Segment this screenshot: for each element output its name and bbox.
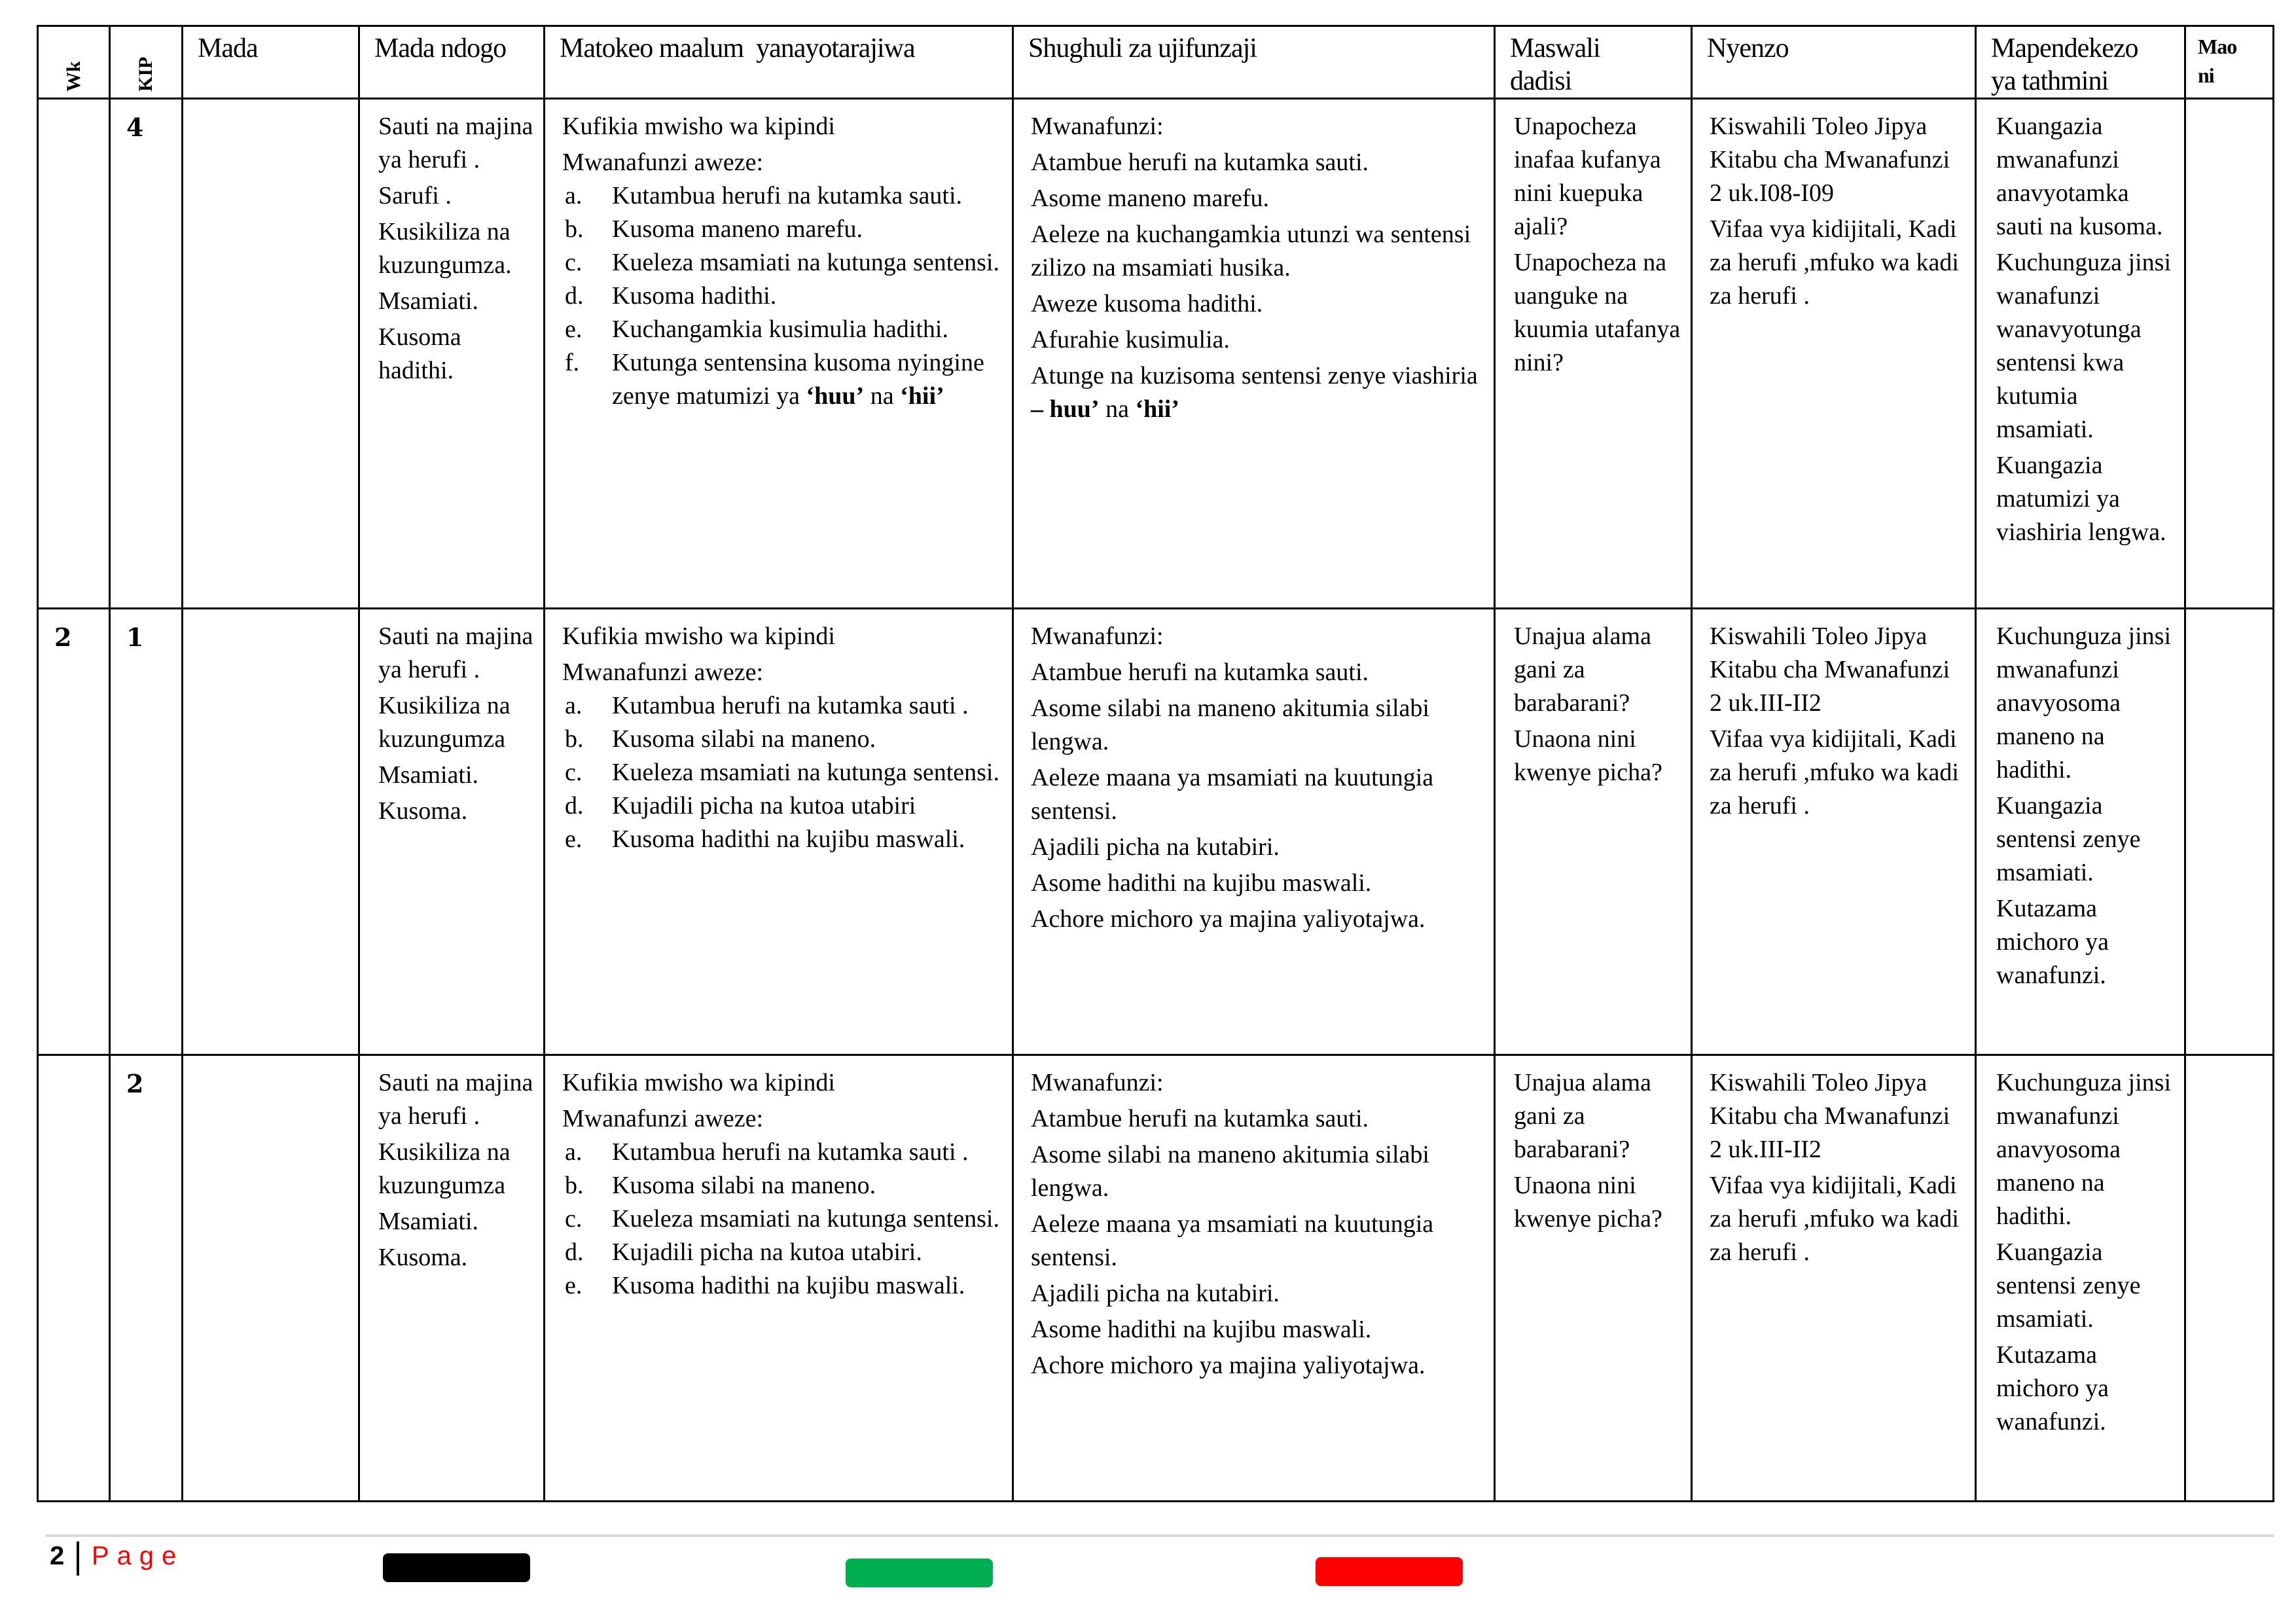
activity-line: Achore michoro ya majina yaliyotajwa. [1031, 905, 1426, 933]
activity-line: Asome hadithi na kujibu maswali. [1031, 869, 1372, 897]
topic [183, 1056, 358, 1064]
inquiry-question: Unaona nini kwenye picha? [1514, 1172, 1662, 1233]
outcome-text: Kusoma hadithi na kujibu maswali. [612, 825, 965, 853]
cell-nyenzo [1692, 609, 1976, 1055]
cell-wk [38, 1055, 110, 1502]
list-marker: b. [565, 215, 584, 243]
activity-line: Aeleze na kuchangamkia utunzi wa sentensi zilizo na msamiati husika. [1031, 221, 1471, 281]
cell-kip [110, 609, 183, 1055]
outcome-keyword: ‘huu’ [806, 382, 865, 410]
activity-line: Asome silabi na maneno akitumia silabi lengwa. [1031, 695, 1429, 755]
cell-maswali [1495, 99, 1692, 609]
list-marker: a. [565, 1138, 583, 1166]
activity-line: Atambue herufi na kutamka sauti. [1031, 149, 1369, 176]
outcome-item [562, 756, 1005, 789]
outcome-list [562, 179, 1005, 413]
outcome-text: Kujadili picha na kutoa utabiri [612, 792, 916, 820]
outcome-item [562, 313, 1005, 346]
outcome-intro: Mwanafunzi aweze: [562, 1105, 764, 1132]
assessment-line: Kuangazia matumizi ya viashiria lengwa. [1996, 452, 2166, 546]
cell-mada [183, 1055, 359, 1502]
subtopic-line: Sarufi . [378, 182, 452, 209]
flag-stripe-green [846, 1559, 993, 1587]
activity-line: Atambue herufi na kutamka sauti. [1031, 659, 1369, 686]
header-shughuli: Shughuli za ujifunzaji [1013, 26, 1495, 99]
cell-nyenzo [1692, 1055, 1976, 1502]
list-marker: c. [565, 1205, 583, 1233]
activity-line [1031, 359, 1487, 426]
outcome-text: Kutambua herufi na kutamka sauti. [612, 182, 963, 209]
activity-line: Achore michoro ya majina yaliyotajwa. [1031, 1352, 1426, 1379]
cell-maswali [1495, 1055, 1692, 1502]
subtopic-line: Msamiati. [378, 1208, 479, 1235]
outcome-item [562, 246, 1005, 280]
cell-mapendekezo [1976, 99, 2185, 609]
outcome-intro: Kufikia mwisho wa kipindi [562, 623, 835, 650]
inquiry-question: Unaona nini kwenye picha? [1514, 725, 1662, 786]
list-marker: c. [565, 759, 583, 786]
activity-line: Mwanafunzi: [1031, 623, 1164, 650]
week-number [39, 1056, 109, 1069]
outcome-item [562, 1236, 1005, 1269]
header-mada: Mada [183, 26, 359, 99]
inquiry-question: Unapocheza inafaa kufanya nini kuepuka ajali? [1514, 113, 1661, 240]
activity-line: Asome hadithi na kujibu maswali. [1031, 1316, 1372, 1343]
cell-shughuli [1013, 99, 1495, 609]
inquiry-question: Unapocheza na uanguke na kuumia utafanya nini? [1514, 249, 1681, 376]
cell-mapendekezo [1976, 609, 2185, 1055]
outcome-item [562, 179, 1005, 213]
cell-matokeo [545, 99, 1013, 609]
page-label: Page [92, 1542, 185, 1570]
outcome-intro: Kufikia mwisho wa kipindi [562, 1069, 835, 1096]
outcome-text: na [864, 382, 901, 410]
page-number: 2 [50, 1542, 65, 1570]
outcome-intro: Kufikia mwisho wa kipindi [562, 113, 835, 140]
outcome-text: Kutambua herufi na kutamka sauti . [612, 692, 969, 719]
table-row [38, 609, 2274, 1055]
outcome-text: Kuchangamkia kusimulia hadithi. [612, 316, 948, 343]
activity-line: Mwanafunzi: [1031, 1069, 1164, 1096]
header-maswali: Maswali dadisi [1495, 26, 1692, 99]
outcome-item [562, 689, 1005, 723]
outcome-item [562, 823, 1005, 856]
outcome-intro: Mwanafunzi aweze: [562, 659, 764, 686]
list-marker: e. [565, 1272, 583, 1299]
cell-nyenzo [1692, 99, 1976, 609]
subtopic-line: Kusoma. [378, 797, 468, 825]
list-marker: c. [565, 249, 583, 276]
topic [183, 609, 358, 617]
outcome-item [562, 1202, 1005, 1236]
header-mapendekezo: Mapendekezo ya tathmini [1976, 26, 2185, 99]
subtopic-line: Sauti na majina ya herufi . [378, 1069, 533, 1130]
outcome-list [562, 1136, 1005, 1303]
remarks [2186, 1056, 2272, 1064]
outcome-text: Kueleza msamiati na kutunga sentensi. [612, 1205, 999, 1233]
outcome-keyword: ‘hii’ [900, 382, 944, 410]
outcome-item [562, 1136, 1005, 1169]
activity-line: Mwanafunzi: [1031, 113, 1164, 140]
page-separator [77, 1542, 79, 1576]
list-marker: a. [565, 182, 583, 209]
outcome-list [562, 689, 1005, 856]
outcome-text: Kueleza msamiati na kutunga sentensi. [612, 249, 999, 276]
subtopic-line: Kusoma. [378, 1244, 468, 1271]
assessment-line: Kutazama michoro ya wanafunzi. [1996, 895, 2109, 989]
week-number [39, 99, 109, 113]
resource-line: Kiswahili Toleo Jipya Kitabu cha Mwanafunzi 2 uk.III-II2 [1710, 623, 1950, 717]
remarks [2186, 99, 2272, 107]
scheme-of-work-table [37, 25, 2274, 1502]
assessment-line: Kuangazia sentensi zenye msamiati. [1996, 1238, 2141, 1333]
table-row [38, 1055, 2274, 1502]
outcome-item [562, 280, 1005, 313]
outcome-text: Kusoma silabi na maneno. [612, 1172, 876, 1199]
topic [183, 99, 358, 107]
cell-mada-ndogo [359, 99, 545, 609]
cell-shughuli [1013, 1055, 1495, 1502]
cell-maswali [1495, 609, 1692, 1055]
subtopic-line: Msamiati. [378, 287, 479, 315]
cell-mada-ndogo [359, 1055, 545, 1502]
activity-text: na [1099, 395, 1136, 423]
assessment-line: Kuchunguza jinsi mwanafunzi anavyosoma maneno na hadithi. [1996, 623, 2172, 784]
activity-text: Atunge na kuzisoma sentensi zenye viashiria [1031, 362, 1478, 389]
list-marker: e. [565, 316, 583, 343]
activity-keyword: – huu’ [1031, 395, 1100, 423]
subtopic-line: Msamiati. [378, 761, 479, 789]
list-marker: d. [565, 1238, 584, 1266]
outcome-item [562, 723, 1005, 756]
list-marker: b. [565, 725, 584, 753]
flag-stripe-black [383, 1553, 530, 1582]
resource-line: Vifaa vya kidijitali, Kadi za herufi ,mfuko wa kadi za herufi . [1710, 215, 1959, 310]
resource-line: Kiswahili Toleo Jipya Kitabu cha Mwanafunzi 2 uk.I08-I09 [1710, 113, 1950, 207]
cell-kip [110, 99, 183, 609]
activity-line: Aeleze maana ya msamiati na kuutungia sentensi. [1031, 764, 1434, 825]
header-kip: KIP [110, 26, 183, 99]
header-matokeo: Matokeo maalum yanayotarajiwa [545, 26, 1013, 99]
outcome-item [562, 1169, 1005, 1202]
header-nyenzo: Nyenzo [1692, 26, 1976, 99]
cell-maoni [2185, 1055, 2274, 1502]
subtopic-line: Kusoma hadithi. [378, 323, 461, 384]
assessment-line: Kuangazia sentensi zenye msamiati. [1996, 792, 2141, 886]
outcome-intro: Mwanafunzi aweze: [562, 149, 764, 176]
activity-line: Aweze kusoma hadithi. [1031, 290, 1263, 317]
outcome-item [562, 213, 1005, 246]
cell-kip [110, 1055, 183, 1502]
cell-wk [38, 99, 110, 609]
cell-wk [38, 609, 110, 1055]
outcome-item [562, 346, 1005, 413]
list-marker: d. [565, 792, 584, 820]
outcome-text: Kusoma silabi na maneno. [612, 725, 876, 753]
cell-mada [183, 99, 359, 609]
outcome-text: Kusoma hadithi. [612, 282, 777, 310]
week-number: 2 [54, 623, 72, 652]
cell-maoni [2185, 99, 2274, 609]
lesson-number: 4 [126, 113, 144, 142]
activity-line: Afurahie kusimulia. [1031, 326, 1230, 353]
assessment-line: Kuchunguza jinsi mwanafunzi anavyosoma maneno na hadithi. [1996, 1069, 2172, 1230]
cell-maoni [2185, 609, 2274, 1055]
table-header-row [38, 26, 2274, 99]
list-marker: e. [565, 825, 583, 853]
outcome-item [562, 789, 1005, 823]
inquiry-question: Unajua alama gani za barabarani? [1514, 623, 1651, 717]
resource-line: Kiswahili Toleo Jipya Kitabu cha Mwanafunzi 2 uk.III-II2 [1710, 1069, 1950, 1163]
header-maoni: Mao ni [2185, 26, 2274, 99]
outcome-text: Kusoma hadithi na kujibu maswali. [612, 1272, 965, 1299]
remarks [2186, 609, 2272, 617]
inquiry-question: Unajua alama gani za barabarani? [1514, 1069, 1651, 1163]
cell-mada-ndogo [359, 609, 545, 1055]
activity-keyword: ‘hii’ [1135, 395, 1179, 423]
outcome-text: Kutambua herufi na kutamka sauti . [612, 1138, 969, 1166]
footer-divider [46, 1534, 2274, 1537]
list-marker: b. [565, 1172, 584, 1199]
list-marker: f. [565, 349, 580, 376]
resource-line: Vifaa vya kidijitali, Kadi za herufi ,mfuko wa kadi za herufi . [1710, 725, 1959, 820]
outcome-text: Kutunga sentensina kusoma nyingine zenye matumizi ya [612, 349, 984, 410]
assessment-line: Kutazama michoro ya wanafunzi. [1996, 1341, 2109, 1435]
flag-stripe-red [1316, 1557, 1463, 1586]
outcome-text: Kusoma maneno marefu. [612, 215, 863, 243]
lesson-number: 2 [126, 1069, 144, 1098]
outcome-item [562, 1269, 1005, 1303]
cell-mada [183, 609, 359, 1055]
assessment-line: Kuangazia mwanafunzi anavyotamka sauti na kusoma. [1996, 113, 2163, 240]
subtopic-line: Kusikiliza na kuzungumza. [378, 218, 512, 279]
assessment-line: Kuchunguza jinsi wanafunzi wanavyotunga sentensi kwa kutumia msamiati. [1996, 249, 2172, 443]
list-marker: a. [565, 692, 583, 719]
lesson-number: 1 [126, 623, 144, 652]
table-row [38, 99, 2274, 609]
subtopic-line: Kusikiliza na kuzungumza [378, 1138, 511, 1199]
cell-matokeo [545, 609, 1013, 1055]
activity-line: Aeleze maana ya msamiati na kuutungia sentensi. [1031, 1210, 1434, 1271]
list-marker: d. [565, 282, 584, 310]
subtopic-line: Kusikiliza na kuzungumza [378, 692, 511, 753]
activity-line: Asome silabi na maneno akitumia silabi lengwa. [1031, 1141, 1429, 1202]
cell-mapendekezo [1976, 1055, 2185, 1502]
activity-line: Asome maneno marefu. [1031, 185, 1270, 212]
outcome-text: Kujadili picha na kutoa utabiri. [612, 1238, 922, 1266]
activity-line: Ajadili picha na kutabiri. [1031, 1280, 1280, 1307]
outcome-text: Kueleza msamiati na kutunga sentensi. [612, 759, 999, 786]
activity-line: Atambue herufi na kutamka sauti. [1031, 1105, 1369, 1132]
cell-matokeo [545, 1055, 1013, 1502]
activity-line: Ajadili picha na kutabiri. [1031, 833, 1280, 861]
header-wk: Wk [38, 26, 110, 99]
subtopic-line: Sauti na majina ya herufi . [378, 623, 533, 683]
header-mada-ndogo: Mada ndogo [359, 26, 545, 99]
resource-line: Vifaa vya kidijitali, Kadi za herufi ,mfuko wa kadi za herufi . [1710, 1172, 1959, 1266]
cell-shughuli [1013, 609, 1495, 1055]
subtopic-line: Sauti na majina ya herufi . [378, 113, 533, 173]
